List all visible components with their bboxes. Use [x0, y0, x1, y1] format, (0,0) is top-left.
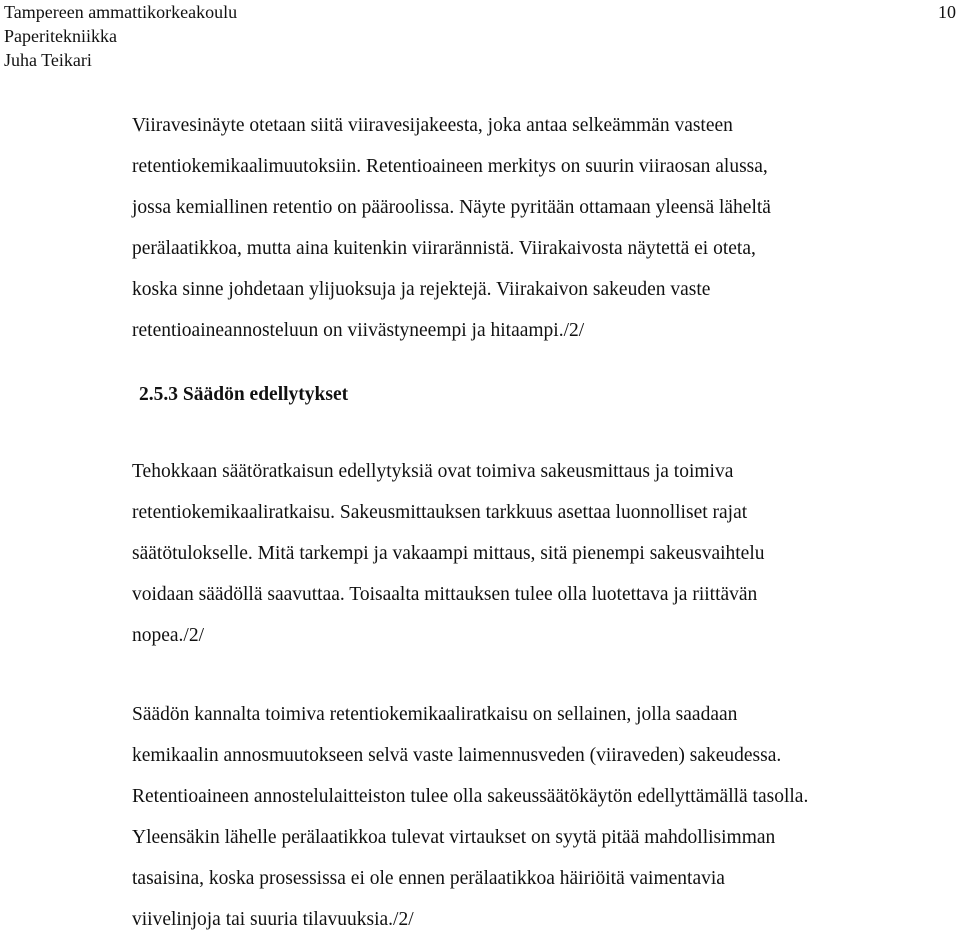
page-header — [4, 0, 237, 72]
paragraph-line: retentiokemikaalimuutoksiin. Retentioaineen merkitys on suurin viiraosan alussa, — [132, 156, 768, 177]
paragraph-chemical-solution — [132, 694, 958, 940]
section-heading: 2.5.3 Säädön edellytykset — [139, 384, 349, 405]
paragraph-line: Yleensäkin lähelle perälaatikkoa tulevat virtaukset on syytä pitää mahdollisimman — [132, 827, 776, 848]
paragraph-line: Tehokkaan säätöratkaisun edellytyksiä ovat toimiva sakeusmittaus ja toimiva — [132, 461, 734, 482]
header-institution: Tampereen ammattikorkeakoulu — [4, 2, 238, 22]
paragraph-line: perälaatikkoa, mutta aina kuitenkin viirarännistä. Viirakaivosta näytettä ei oteta, — [132, 238, 756, 259]
paragraph-line: retentioaineannosteluun on viivästyneempi ja hitaampi./2/ — [132, 320, 585, 341]
paragraph-sampling — [132, 105, 958, 351]
paragraph-line: Säädön kannalta toimiva retentiokemikaaliratkaisu on sellainen, jolla saadaan — [132, 704, 738, 725]
paragraph-line: voidaan säädöllä saavuttaa. Toisaalta mittauksen tulee olla luotettava ja riittävän — [132, 584, 758, 605]
paragraph-line: retentiokemikaaliratkaisu. Sakeusmittauksen tarkkuus asettaa luonnolliset rajat — [132, 502, 748, 523]
header-department: Paperitekniikka — [4, 26, 117, 46]
paragraph-line: jossa kemiallinen retentio on pääroolissa. Näyte pyritään ottamaan yleensä läheltä — [132, 197, 771, 218]
header-author: Juha Teikari — [4, 50, 92, 70]
paragraph-line: säätötulokselle. Mitä tarkempi ja vakaampi mittaus, sitä pienempi sakeusvaihtelu — [132, 543, 765, 564]
paragraph-line: Viiravesinäyte otetaan siitä viiravesijakeesta, joka antaa selkeämmän vasteen — [132, 115, 733, 136]
paragraph-line: koska sinne johdetaan ylijuoksuja ja rejektejä. Viirakaivon sakeuden vaste — [132, 279, 711, 300]
paragraph-line: nopea./2/ — [132, 625, 205, 646]
paragraph-line: Retentioaineen annostelulaitteiston tulee olla sakeussäätökäytön edellyttämällä tasolla. — [132, 786, 809, 807]
paragraph-prerequisites — [132, 451, 958, 656]
page-number: 10 — [938, 2, 956, 22]
paragraph-line: kemikaalin annosmuutokseen selvä vaste laimennusveden (viiraveden) sakeudessa. — [132, 745, 782, 766]
paragraph-line: viivelinjoja tai suuria tilavuuksia./2/ — [132, 909, 414, 930]
paragraph-line: tasaisina, koska prosessissa ei ole ennen perälaatikkoa häiriöitä vaimentavia — [132, 868, 725, 889]
